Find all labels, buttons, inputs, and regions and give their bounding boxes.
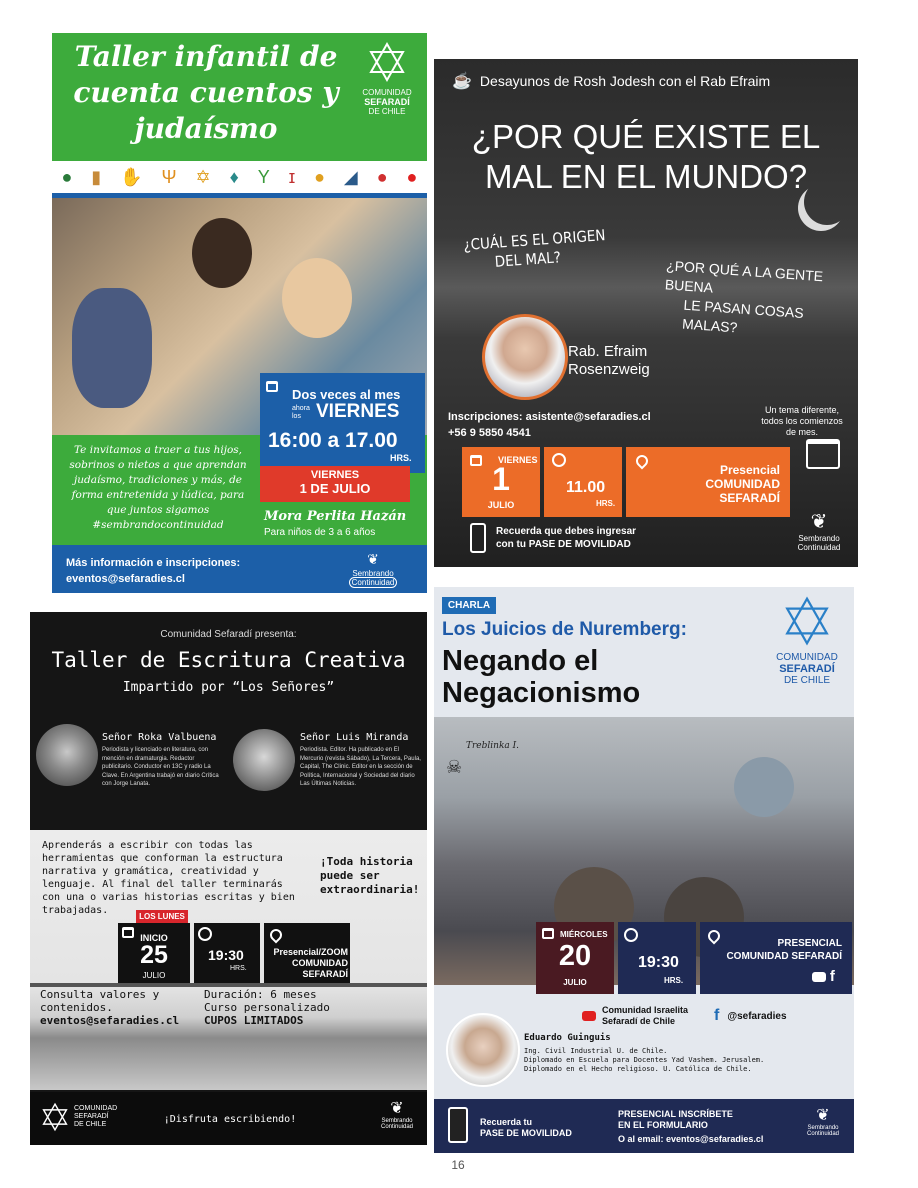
torah-scroll-icon: ▮ [91, 166, 102, 187]
location-pin-icon [268, 927, 285, 944]
hamsa-icon: ✋ [120, 166, 143, 187]
youtube-icon [582, 1011, 596, 1021]
clock-icon [552, 453, 566, 467]
honey-jar-icon: ● [314, 166, 325, 187]
time-box: 19:30 HRS. [618, 922, 696, 994]
star-of-david-icon: ✡ [195, 166, 211, 187]
roka-photo [36, 724, 98, 786]
place-box: Presencial/ZOOM COMUNIDAD SEFARADÍ [264, 923, 350, 983]
sprout-icon: ❦ [810, 511, 828, 533]
rabbi-photo [482, 314, 568, 400]
youtube-icon [812, 972, 826, 982]
phone-icon [470, 523, 486, 553]
poster-nuremberg: CHARLA Los Juicios de Nuremberg: Negando el Negacionismo COMUNIDAD SEFARADÍ DE CHILE Treblinka I. ☠ MIÉRCOLES 20 JULIO 19:30 HRS. PRESENCIAL COMUNIDAD SEFARADÍ f Comunidad Israelita Sefaradí de Chile f @sefaradies Eduardo Guinguis Ing. Civil Industrial U. de Chile. Diplomado en Escuela para Docentes Yad Vashem. Jerusalem. Diplomado en el Hecho religioso. U. Católica de Chile. Recuerda tu PASE DE MOVILIDAD PRESENCIAL INSCRÍBETE EN EL FORMULARIO O al email: eventos@sefaradies.cl ❦ Sembrando Continuidad [434, 587, 854, 1153]
kiddush-cup-icon: Y [257, 166, 270, 187]
comunidad-logo: COMUNIDAD SEFARADÍ DE CHILE [764, 595, 850, 686]
shofar-icon: ◢ [343, 166, 358, 187]
clock-icon [198, 927, 212, 941]
page-number: 16 [451, 1158, 465, 1172]
place-box: Presencial COMUNIDAD SEFARADÍ [626, 447, 790, 517]
place-box: PRESENCIAL COMUNIDAD SEFARADÍ f [700, 922, 852, 994]
typewriter-ruler [30, 983, 427, 987]
star-of-david-icon [781, 595, 833, 647]
sprout-icon: ❦ [367, 551, 379, 567]
facebook-icon: f [829, 968, 835, 985]
moon-icon [804, 179, 850, 225]
clock-icon [624, 928, 638, 942]
poster-taller-infantil: Taller infantil de cuenta cuentos y judaísmo COMUNIDAD SEFARADÍ DE CHILE ● ▮ ✋ Ψ ✡ ♦ Y ɪ ● ◢ ● ● Dos veces al mes ahora los VIERNES 16:00 a 17.00 HRS. VIERNES 1 DE JULIO Te invitamos a traer a tus hijos, sobrinos o nietos a que aprendan judaísmo, tradiciones y más, de forma entretenida y lúdica, para que juntos sigamos #sembrandocontinuidad Mora Perlita Hazán Para niños de 3 a 6 años Más información e inscripciones: eventos@sefaradies.cl ❦ Sembrando Continuidad [52, 33, 427, 593]
speaker-photo [446, 1013, 520, 1087]
calendar-icon [806, 439, 840, 469]
poster-title: Taller infantil de cuenta cuentos y judaísmo [73, 40, 339, 145]
poster-rosh-jodesh: ☕ Desayunos de Rosh Jodesh con el Rab Efraim ¿POR QUÉ EXISTE EL MAL EN EL MUNDO? ¿CUÁL ES EL ORIGEN DEL MAL? ¿POR QUÉ A LA GENTE BUENA LE PASAN COSAS MALAS? Rab. Efraim Rosenzweig Inscripciones: asistente@sefaradies.cl +56 9 5850 4541 Un tema diferente, todos los comienzos de mes. VIERNES 1 JULIO 11.00 HRS. Presencial COMUNIDAD SEFARADÍ Recuerda que debes ingresar con tu PASE DE MOVILIDAD ❦ Sembrando Continuidad [434, 59, 858, 567]
schedule-box: Dos veces al mes ahora los VIERNES 16:00 a 17.00 HRS. [260, 373, 425, 473]
footer-bar: Más información e inscripciones: eventos@sefaradies.cl ❦ Sembrando Continuidad [52, 545, 427, 593]
time-box: 11.00 HRS. [544, 447, 622, 517]
comunidad-logo: COMUNIDAD SEFARADÍ DE CHILE [352, 41, 422, 116]
sprout-icon: ❦ [816, 1107, 830, 1124]
phone-icon [448, 1107, 468, 1143]
skull-icon: ☠ [446, 757, 463, 777]
miranda-photo [233, 729, 295, 791]
pomegranate-icon: ● [376, 166, 388, 187]
date-box: INICIO 25 JULIO [118, 923, 190, 983]
kippah-icon: ● [61, 166, 73, 187]
poster-title: ¿POR QUÉ EXISTE EL MAL EN EL MUNDO? [471, 118, 821, 195]
facebook-icon: f [714, 1007, 720, 1024]
date-box: MIÉRCOLES 20 JULIO [536, 922, 614, 994]
location-pin-icon [634, 453, 651, 470]
footer-bar: COMUNIDAD SEFARADÍ DE CHILE ¡Disfruta escribiendo! ❦ Sembrando Continuidad [30, 1092, 427, 1145]
judaica-icons-strip [52, 161, 427, 193]
star-of-david-icon [366, 41, 408, 83]
calendar-icon [266, 381, 278, 392]
nuremberg-trial-photo: Treblinka I. ☠ [434, 717, 854, 985]
menorah-icon: Ψ [161, 166, 177, 187]
calendar-icon [542, 928, 554, 939]
time-box: 19:30 HRS. [194, 923, 260, 983]
star-of-david-icon [40, 1102, 70, 1132]
footer-bar: Recuerda tu PASE DE MOVILIDAD PRESENCIAL INSCRÍBETE EN EL FORMULARIO O al email: eventos@sefaradies.cl ❦ Sembrando Continuidad [434, 1099, 854, 1153]
poster-taller-escritura: Comunidad Sefaradí presenta: Taller de Escritura Creativa Impartido por “Los Señores” Señor Roka Valbuena Periodista y licenciado en literatura, con mención en dramaturgia. Redactor publicitario. Conductor en 13C y radio La Clave. En Argentina trabajó en diario Crítica con Jorge Lanata. Señor Luis Miranda Periodista. Editor. Ha publicado en El Mercurio (revista Sábado), La Tercera, Paula, Capital, The Clinic. Editor en la sección de Política, Internacional y Sociedad del diario Las Últimas Noticias. Aprenderás a escribir con todas las herramientas que conforman la estructura narrativa y gramática, creatividad y lenguaje. Al final del taller terminarás con una o varias historias escritas y bien trabajadas. ¡Toda historia puede ser extraordinaria! LOS LUNES INICIO 25 JULIO 19:30 HRS. Presencial/ZOOM COMUNIDAD SEFARADÍ Consulta valores y contenidos. eventos@sefaradies.cl Duración: 6 meses Curso personalizado CUPOS LIMITADOS COMUNIDAD SEFARADÍ DE CHILE ¡Disfruta escribiendo! ❦ Sembrando Continuidad [30, 612, 427, 1145]
dreidel-icon: ♦ [229, 166, 239, 187]
date-box: VIERNES 1 JULIO [462, 447, 540, 517]
date-box: VIERNES 1 DE JULIO [260, 466, 410, 502]
sprout-icon: ❦ [390, 1100, 404, 1117]
candle-icon: ɪ [288, 166, 296, 187]
apple-icon: ● [406, 166, 418, 187]
coffee-cup-icon: ☕ [452, 73, 472, 90]
